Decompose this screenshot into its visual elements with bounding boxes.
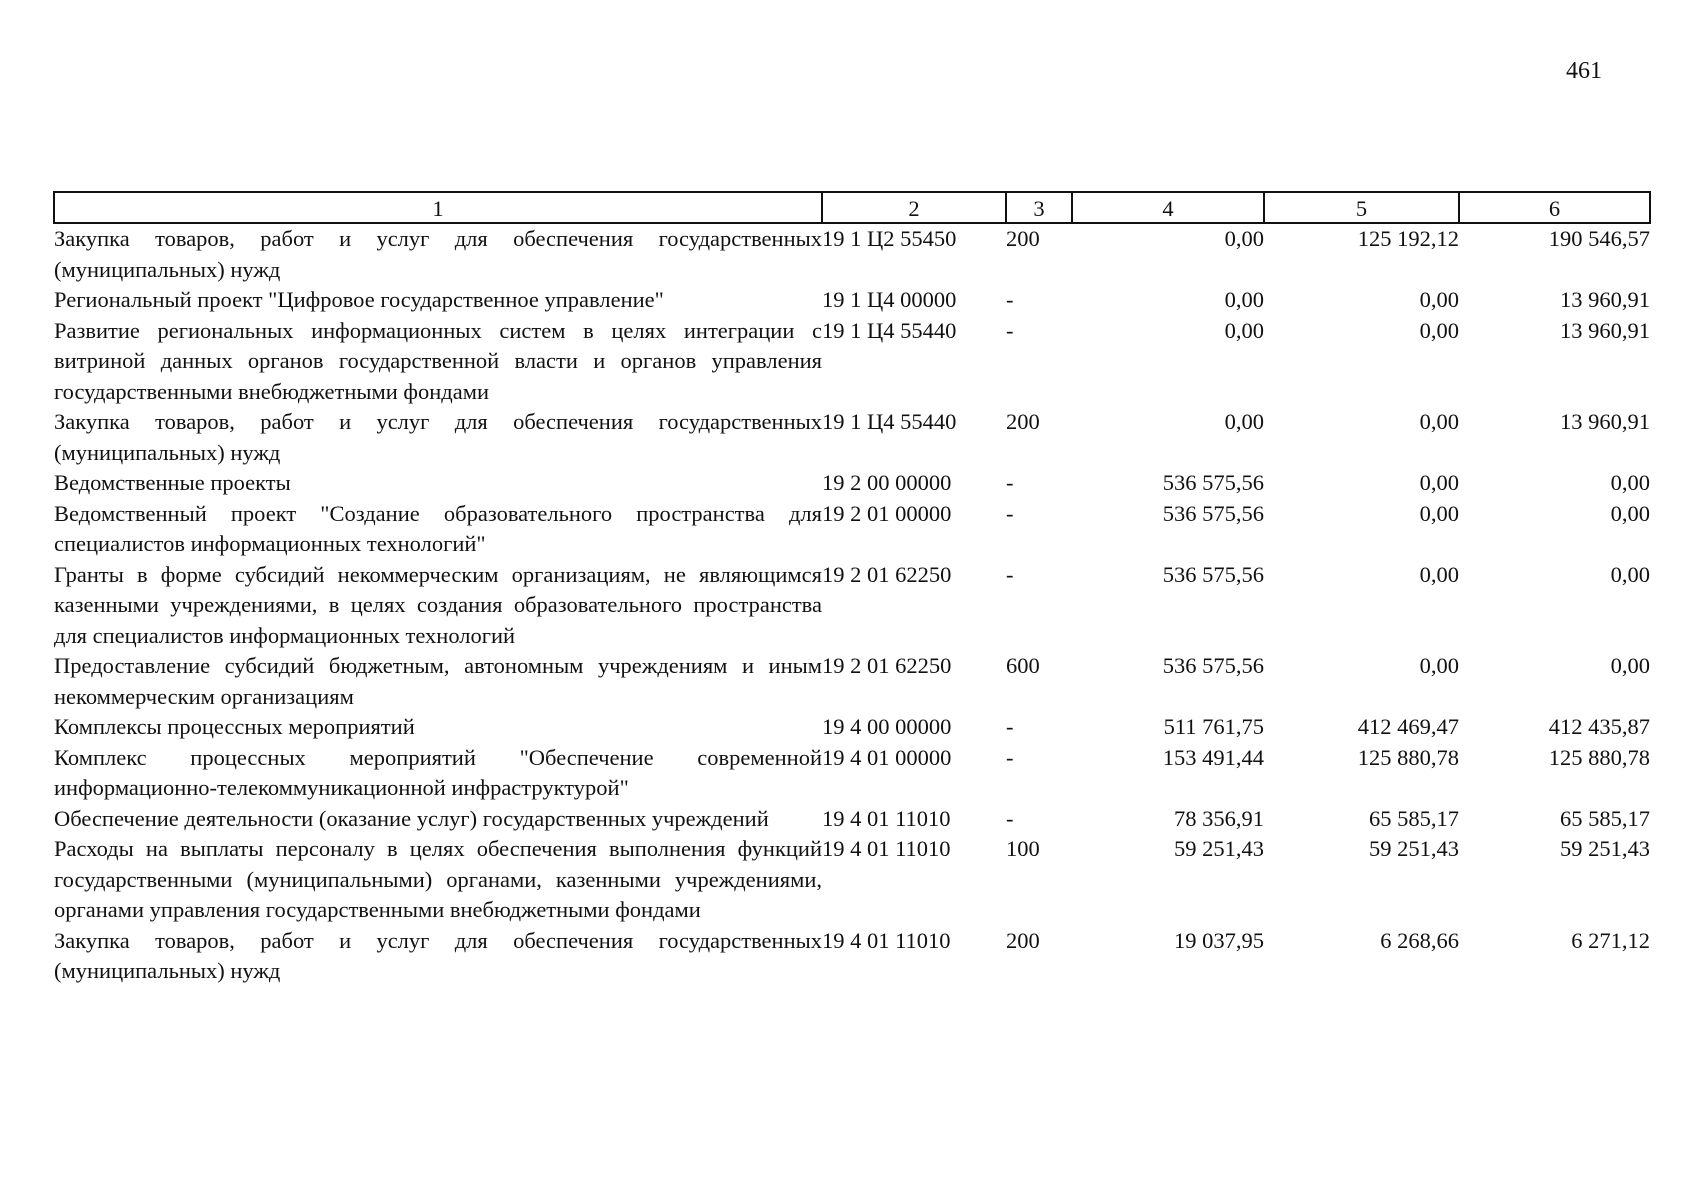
row-name: Ведомственный проект "Создание образовательного пространства для специалистов информационных технологий" [54, 500, 822, 556]
row-value-col6: 65 585,17 [1560, 805, 1650, 831]
row-name: Развитие региональных информационных систем в целях интеграции с витриной данных органов государственной власти и органов управления государственными внебюджетными фондами [54, 317, 822, 404]
row-value-col4: 59 251,43 [1174, 836, 1264, 861]
table-row [54, 468, 1650, 499]
column-header-1: 1 [54, 192, 822, 223]
column-header-2: 2 [822, 192, 1006, 223]
row-expense-type: - [1006, 470, 1014, 495]
table-row [54, 651, 1650, 712]
row-name: Обеспечение деятельности (оказание услуг) государственных учреждений [54, 805, 769, 831]
row-name: Комплексы процессных мероприятий [54, 714, 415, 739]
table-row [54, 223, 1650, 285]
table-row [54, 926, 1650, 987]
row-value-col5: 0,00 [1419, 409, 1459, 434]
row-expense-type: 600 [1006, 653, 1040, 678]
row-value-col5: 125 880,78 [1357, 744, 1459, 770]
row-value-col6: 0,00 [1610, 561, 1650, 587]
row-value-col4: 536 575,56 [1162, 500, 1264, 526]
row-code: 19 4 01 11010 [822, 805, 951, 831]
row-code: 19 2 01 62250 [822, 653, 952, 678]
row-expense-type: - [1006, 317, 1014, 343]
table-row [54, 834, 1650, 926]
row-expense-type: 200 [1006, 226, 1040, 251]
row-name: Закупка товаров, работ и услуг для обеспечения государственных (муниципальных) нужд [54, 927, 822, 983]
row-value-col5: 0,00 [1419, 561, 1459, 587]
page-number: 461 [1566, 58, 1602, 84]
column-header-3: 3 [1006, 192, 1072, 223]
row-value-col6: 412 435,87 [1548, 714, 1650, 739]
row-name: Предоставление субсидий бюджетным, автономным учреждениям и иным некоммерческим организациям [54, 653, 822, 709]
row-code: 19 1 Ц4 55440 [822, 409, 957, 434]
row-value-col5: 6 268,66 [1380, 927, 1459, 953]
row-value-col5: 65 585,17 [1369, 805, 1459, 831]
row-code: 19 2 01 00000 [822, 500, 952, 526]
row-expense-type: - [1006, 287, 1014, 312]
row-name: Расходы на выплаты персоналу в целях обеспечения выполнения функций государственными (муниципальными) органами, казенными учреждениями, органами управления государственными внебюджетными фондами [54, 836, 822, 922]
row-value-col4: 0,00 [1224, 226, 1264, 251]
row-value-col4: 0,00 [1224, 317, 1264, 343]
row-value-col6: 6 271,12 [1571, 927, 1650, 953]
table-row [54, 743, 1650, 804]
budget-table [53, 191, 1651, 987]
row-value-col6: 13 960,91 [1560, 317, 1650, 343]
table-row [54, 407, 1650, 468]
row-value-col4: 78 356,91 [1174, 805, 1264, 831]
row-value-col5: 0,00 [1419, 317, 1459, 343]
row-code: 19 4 00 00000 [822, 714, 952, 739]
row-expense-type: - [1006, 744, 1014, 770]
row-value-col4: 536 575,56 [1162, 561, 1264, 587]
table-row [54, 712, 1650, 743]
table-row [54, 804, 1650, 835]
row-value-col4: 19 037,95 [1174, 927, 1264, 953]
row-value-col6: 13 960,91 [1560, 287, 1650, 312]
row-value-col4: 0,00 [1224, 409, 1264, 434]
table-row [54, 499, 1650, 560]
row-code: 19 4 01 00000 [822, 744, 952, 770]
row-value-col5: 125 192,12 [1357, 226, 1459, 251]
row-value-col6: 0,00 [1610, 470, 1650, 495]
row-value-col6: 190 546,57 [1548, 226, 1650, 251]
row-value-col4: 536 575,56 [1162, 470, 1264, 495]
row-value-col6: 0,00 [1610, 653, 1650, 678]
row-code: 19 1 Ц2 55450 [822, 226, 957, 251]
row-value-col4: 511 761,75 [1163, 714, 1264, 739]
table-row [54, 560, 1650, 652]
row-expense-type: - [1006, 561, 1014, 587]
row-name: Закупка товаров, работ и услуг для обеспечения государственных (муниципальных) нужд [54, 409, 822, 465]
table-row [54, 316, 1650, 408]
row-value-col5: 0,00 [1419, 653, 1459, 678]
row-expense-type: 200 [1006, 927, 1040, 953]
row-value-col4: 0,00 [1224, 287, 1264, 312]
row-expense-type: - [1006, 500, 1014, 526]
row-code: 19 2 00 00000 [822, 470, 952, 495]
row-value-col5: 0,00 [1419, 470, 1459, 495]
row-value-col5: 412 469,47 [1357, 714, 1459, 739]
row-name: Закупка товаров, работ и услуг для обеспечения государственных (муниципальных) нужд [54, 226, 822, 282]
row-name: Комплекс процессных мероприятий "Обеспечение современной информационно-телекоммуникационной инфраструктурой" [54, 744, 822, 800]
row-value-col5: 0,00 [1419, 500, 1459, 526]
table-body [54, 223, 1650, 987]
row-expense-type: 100 [1006, 836, 1040, 861]
column-header-6: 6 [1459, 192, 1650, 223]
column-header-5: 5 [1264, 192, 1459, 223]
row-value-col6: 0,00 [1610, 500, 1650, 526]
row-value-col5: 0,00 [1419, 287, 1459, 312]
column-header-4: 4 [1072, 192, 1264, 223]
row-code: 19 4 01 11010 [822, 927, 951, 953]
row-value-col6: 13 960,91 [1560, 409, 1650, 434]
row-code: 19 1 Ц4 55440 [822, 317, 957, 343]
row-expense-type: - [1006, 805, 1014, 831]
row-value-col6: 125 880,78 [1548, 744, 1650, 770]
row-name: Региональный проект "Цифровое государственное управление" [54, 287, 664, 312]
table-row [54, 285, 1650, 316]
row-value-col4: 153 491,44 [1162, 744, 1264, 770]
row-value-col4: 536 575,56 [1162, 653, 1264, 678]
row-expense-type: 200 [1006, 409, 1040, 434]
row-expense-type: - [1006, 714, 1014, 739]
row-value-col6: 59 251,43 [1560, 836, 1650, 861]
row-code: 19 2 01 62250 [822, 561, 952, 587]
row-code: 19 4 01 11010 [822, 836, 951, 861]
row-name: Гранты в форме субсидий некоммерческим организациям, не являющимся казенными учреждениями, в целях создания образовательного пространства для специалистов информационных технологий [54, 561, 822, 648]
row-value-col5: 59 251,43 [1369, 836, 1459, 861]
row-name: Ведомственные проекты [54, 470, 291, 495]
row-code: 19 1 Ц4 00000 [822, 287, 957, 312]
table-header-row [54, 192, 1650, 223]
